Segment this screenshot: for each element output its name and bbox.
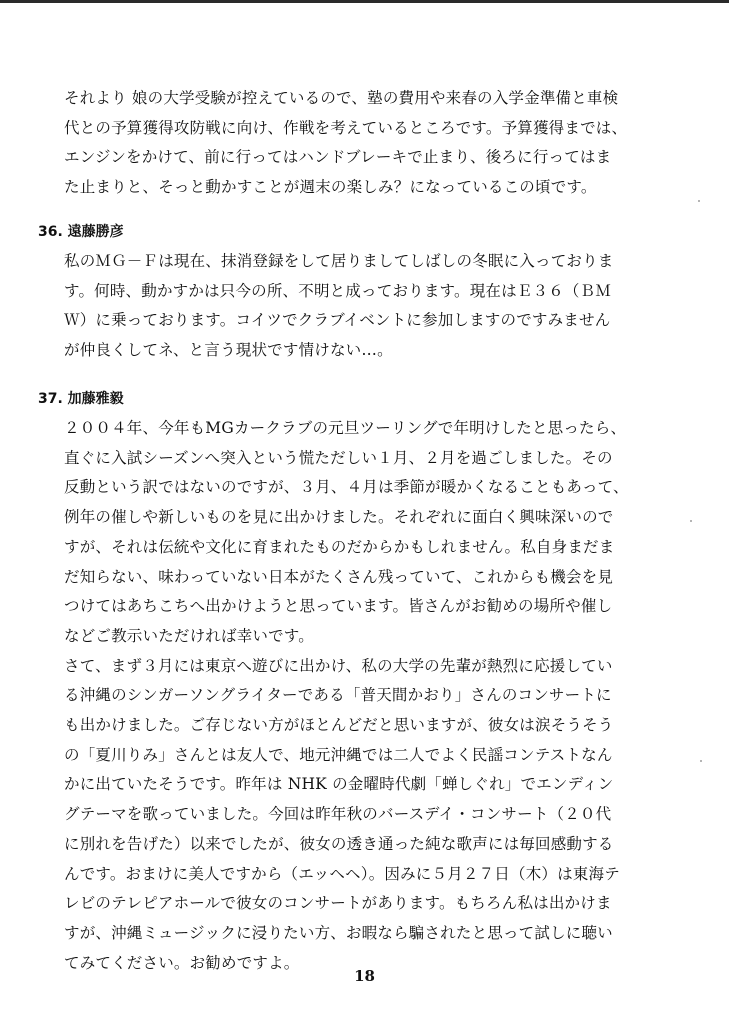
section-heading-36: 36. 遠藤勝彦 (38, 224, 124, 240)
text-line: んです。おまけに美人ですから（エッヘヘ）。因みに５月２７日（木）は東海テ (64, 864, 620, 883)
text-line: てみてください。お勧めですよ。 (64, 953, 300, 972)
text-line: だ知らない、味わっていない日本がたくさん残っていて、これからも機会を見 (64, 567, 614, 586)
scan-speck (690, 520, 692, 522)
section-36-paragraph (64, 247, 614, 366)
text-line: かに出ていたそうです。昨年は NHK の金曜時代劇「蝉しぐれ」でエンディン (64, 775, 614, 794)
text-line: さて、まず３月には東京へ遊びに出かけ、私の大学の先輩が熱烈に応援してい (64, 656, 613, 675)
text-line: 例年の催しや新しいものを見に出かけました。それぞれに面白く興味深いので (64, 508, 614, 527)
text-line: すが、それは伝統や文化に育まれたものだからかもしれません。私自身まだま (64, 537, 615, 556)
text-line: す。何時、動かすかは只今の所、不明と成っております。現在はＥ３６（ＢＭ (64, 281, 612, 300)
text-line: 私のＭＧ－Ｆは現在、抹消登録をして居りましてしばしの冬眠に入っておりま (64, 252, 614, 270)
scan-speck (700, 760, 702, 762)
text-line: が仲良くしてネ、と言う現状です情けない…。 (64, 341, 393, 360)
text-line: Ｗ）に乗っております。コイツでクラブイベントに参加しますのですみません (64, 311, 611, 330)
text-line: ２００４年、今年もMGカークラブの元旦ツーリングで年明けしたと思ったら、 (64, 419, 627, 437)
text-line: それより 娘の大学受験が控えているので、塾の費用や来春の入学金準備と車検 (64, 89, 619, 107)
text-line: エンジンをかけて、前に行ってはハンドブレーキで止まり、後ろに行ってはま (64, 148, 612, 167)
section-heading-37: 37. 加藤雅毅 (38, 391, 124, 407)
section-37-paragraph (64, 414, 629, 978)
text-line: レビのテレピアホールで彼女のコンサートがあります。もちろん私は出かけま (64, 894, 612, 913)
text-line: グテーマを歌っていました。今回は昨年秋のバースデイ・コンサート（２０代 (64, 805, 612, 824)
text-line: 代との予算獲得攻防戦に向け、作戦を考えているところです。予算獲得までは、 (64, 118, 628, 137)
text-line: た止まりと、そっと動かすことが週末の楽しみ？になっているこの頃です。 (64, 178, 597, 197)
text-line: つけてはあちこちへ出かけようと思っています。皆さんがお勧めの場所や催し (64, 597, 613, 616)
scan-speck (698, 200, 700, 202)
text-line: る沖縄のシンガーソングライターである「普天間かおり」さんのコンサートに (64, 686, 612, 705)
intro-paragraph (64, 84, 627, 203)
text-line: 直ぐに入試シーズンへ突入という慌ただしい１月、２月を過ごしました。その (64, 448, 613, 467)
top-border-line (0, 0, 729, 3)
page-number: 18 (354, 967, 375, 985)
text-line: などご教示いただければ幸いです。 (64, 626, 314, 645)
text-line: 反動という訳ではないのですが、３月、４月は季節が暖かくなることもあって、 (64, 478, 629, 497)
text-line: すが、沖縄ミュージックに浸りたい方、お暇なら騙されたと思って試しに聴い (64, 923, 613, 942)
text-line: に別れを告げた）以来でしたが、彼女の透き通った純な歌声には毎回感動する (64, 834, 614, 853)
text-line: も出かけました。ご存じない方がほとんどだと思いますが、彼女は涙そうそう (64, 716, 614, 735)
text-line: の「夏川りみ」さんとは友人で、地元沖縄では二人でよく民謡コンテストなん (64, 745, 613, 764)
